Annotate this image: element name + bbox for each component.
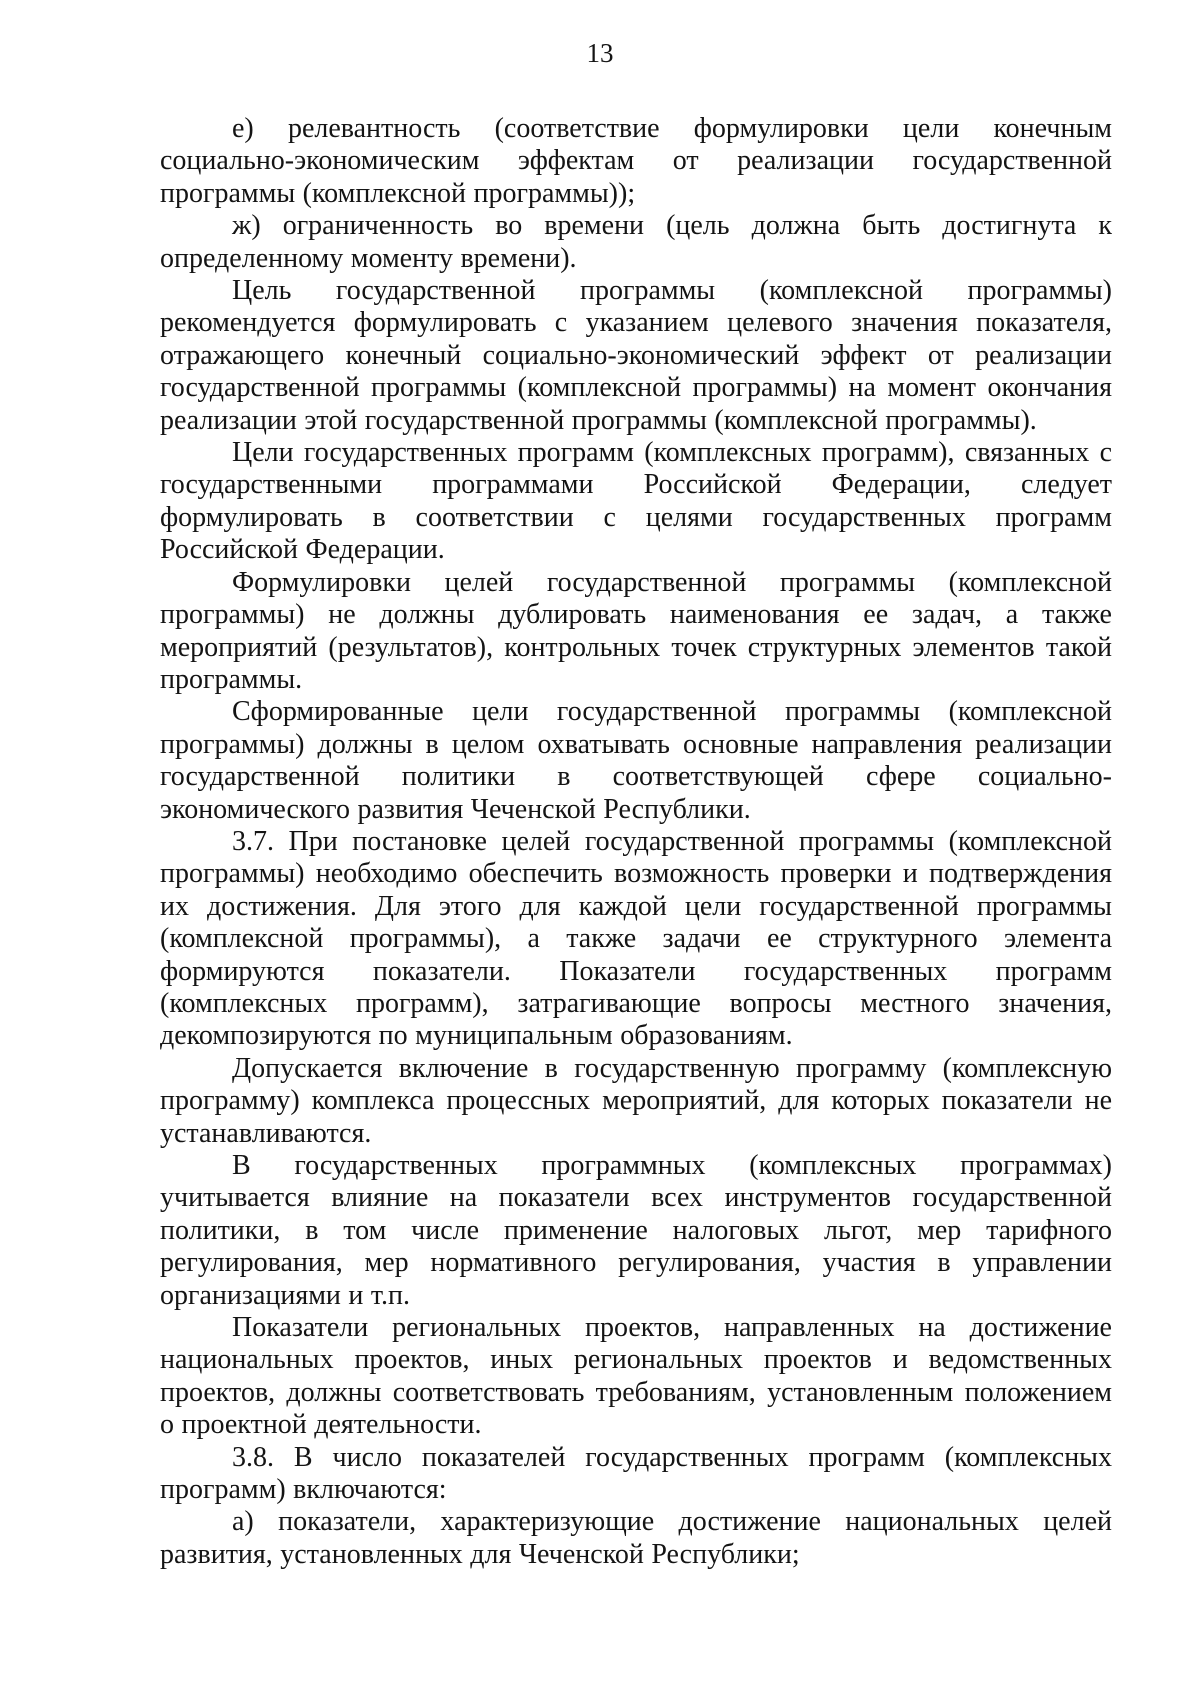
paragraph-policy-instruments: В государственных программных (комплексных программах) учитывается влияние на показатели всех инструментов государственной политики, в том числе применение налоговых льгот, мер тарифного регулирования, мер нормативного регулирования, участия в управлении организациями и т.п.	[160, 1150, 1112, 1311]
paragraph-item-zh-time-bound: ж) ограниченность во времени (цель должна быть достигнута к определенному моменту времени).	[160, 210, 1112, 274]
paragraph-item-e-relevance: е) релевантность (соответствие формулировки цели конечным социально-экономическим эффектам от реализации государственной программы (комплексной программы));	[160, 113, 1112, 209]
page-number: 13	[586, 38, 614, 68]
paragraph-item-a-national-goals: а) показатели, характеризующие достижение национальных целей развития, установленных для Чеченской Республики;	[160, 1506, 1112, 1570]
document-body	[160, 113, 1112, 1571]
paragraph-goal-wording: Формулировки целей государственной программы (комплексной программы) не должны дублировать наименования ее задач, а также мероприятий (результатов), контрольных точек структурных элементов такой программы.	[160, 566, 1112, 695]
paragraph-formed-goals: Сформированные цели государственной программы (комплексной программы) должны в целом охватывать основные направления реализации государственной политики в соответствующей сфере социально-экономического развития Чеченской Республики.	[160, 696, 1112, 825]
paragraph-section-3-8: 3.8. В число показателей государственных программ (комплексных программ) включаются:	[160, 1441, 1112, 1506]
paragraph-section-3-7: 3.7. При постановке целей государственной программы (комплексной программы) необходимо обеспечить возможность проверки и подтверждения их достижения. Для этого для каждой цели государственной программы (комплексной программы), а также задачи ее структурного элемента формируются показатели. Показатели государственных программ (комплексных программ), затрагивающие вопросы местного значения, декомпозируются по муниципальным образованиям.	[160, 825, 1112, 1052]
paragraph-process-activities: Допускается включение в государственную программу (комплексную программу) комплекса процессных мероприятий, для которых показатели не устанавливаются.	[160, 1052, 1112, 1149]
paragraph-goal-formulation: Цель государственной программы (комплексной программы) рекомендуется формулировать с указанием целевого значения показателя, отражающего конечный социально-экономический эффект от реализации государственной программы (комплексной программы) на момент окончания реализации этой государственной программы (комплексной программы).	[160, 275, 1112, 436]
paragraph-goals-russian-federation: Цели государственных программ (комплексных программ), связанных с государственными программами Российской Федерации, следует формулировать в соответствии с целями государственных программ Российской Федерации.	[160, 437, 1112, 566]
paragraph-regional-projects: Показатели региональных проектов, направленных на достижение национальных проектов, иных региональных проектов и ведомственных проектов, должны соответствовать требованиям, установленным положением о проектной деятельности.	[160, 1312, 1112, 1441]
